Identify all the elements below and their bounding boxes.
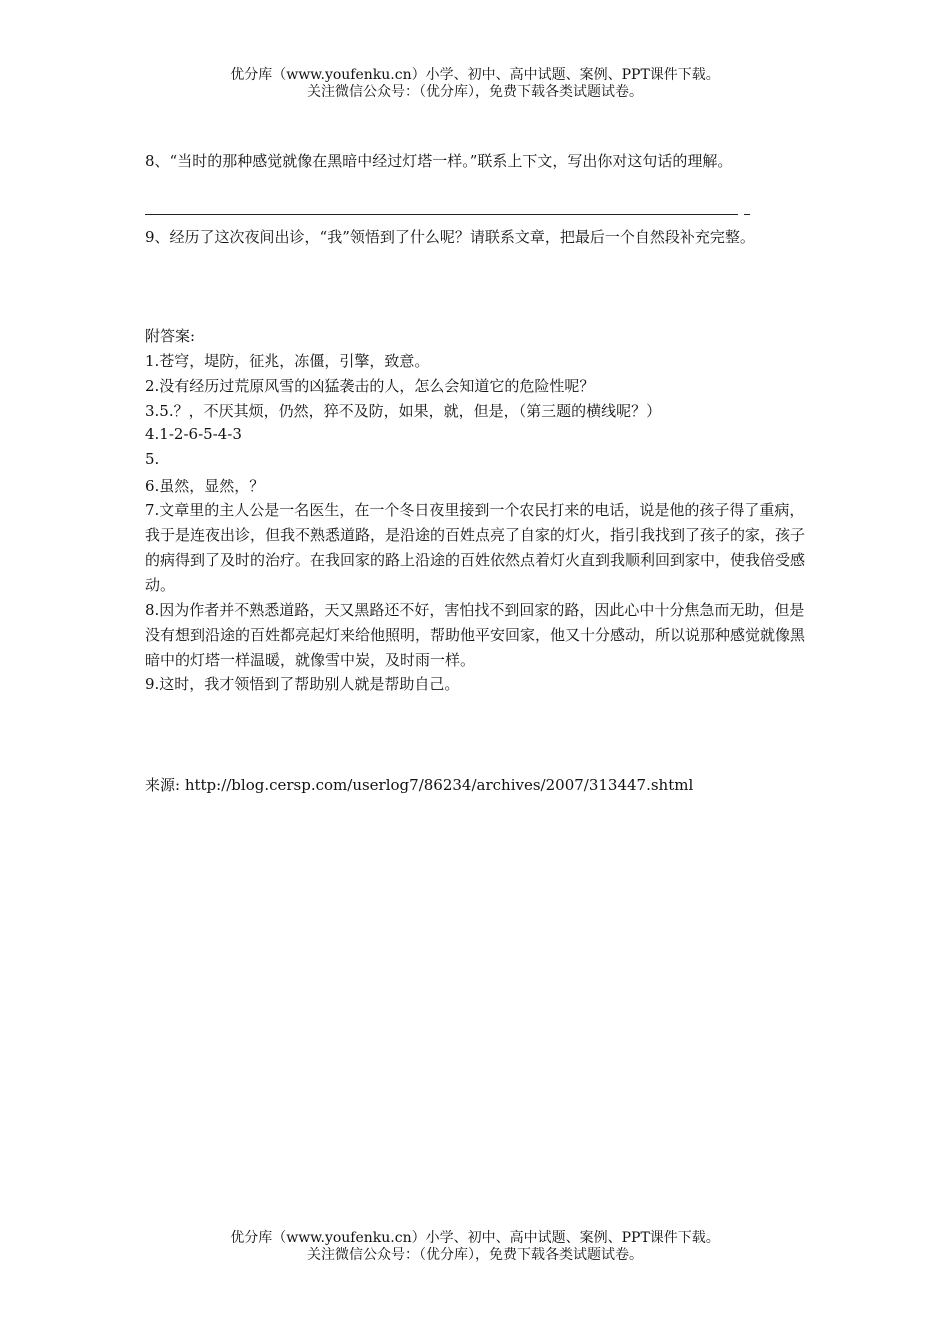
answer-blank-line-tick xyxy=(744,214,750,215)
source-line: 来源: http://blog.cersp.com/userlog7/86234/archives/2007/313447.shtml xyxy=(145,776,694,794)
footer-line-1: 优分库（www.youfenku.cn）小学、初中、高中试题、案例、PPT课件下载。 xyxy=(230,1230,720,1246)
answer-1: 1.苍穹，堤防，征兆，冻僵，引擎，致意。 xyxy=(145,352,430,370)
header-line-1: 优分库（www.youfenku.cn）小学、初中、高中试题、案例、PPT课件下载。 xyxy=(230,67,720,83)
answer-5: 5. xyxy=(145,450,160,468)
header-line-2: 关注微信公众号：（优分库），免费下载各类试题试卷。 xyxy=(307,84,643,100)
answer-7: 7.文章里的主人公是一名医生，在一个冬日夜里接到一个农民打来的电话，说是他的孩子得了重病，我于是连夜出诊，但我不熟悉道路，是沿途的百姓点亮了自家的灯火，指引我找到了孩子的家，孩子的病得到了及时的治疗。在我回家的路上沿途的百姓依然点着灯火直到我顺利回到家中，使我倍受感动。 xyxy=(145,501,806,594)
answer-8: 8.因为作者并不熟悉道路，天又黑路还不好，害怕找不到回家的路，因此心中十分焦急而无助，但是没有想到沿途的百姓都亮起灯来给他照明，帮助他平安回家，他又十分感动，所以说那种感觉就像黑暗中的灯塔一样温暖，就像雪中炭，及时雨一样。 xyxy=(145,601,806,669)
footer-line-2: 关注微信公众号：（优分库），免费下载各类试题试卷。 xyxy=(307,1247,643,1263)
answers-title: 附答案: xyxy=(145,327,196,345)
question-8: 8、“当时的那种感觉就像在黑暗中经过灯塔一样。”联系上下文，写出你对这句话的理解。 xyxy=(145,152,733,170)
page-footer xyxy=(0,1230,950,1264)
answer-9: 9.这时，我才领悟到了帮助别人就是帮助自己。 xyxy=(145,675,460,693)
page-header xyxy=(0,67,950,101)
answer-3: 3.5.？，不厌其烦，仍然，猝不及防，如果，就，但是，（第三题的横线呢？） xyxy=(145,402,662,420)
answer-2: 2.没有经历过荒原风雪的凶猛袭击的人，怎么会知道它的危险性呢？ xyxy=(145,377,595,395)
answer-4: 4.1-2-6-5-4-3 xyxy=(145,425,242,443)
question-9: 9、经历了这次夜间出诊，“我”领悟到了什么呢？请联系文章，把最后一个自然段补充完整。 xyxy=(145,228,755,246)
answer-6: 6.虽然，显然，？ xyxy=(145,477,265,495)
answer-blank-line xyxy=(145,214,738,215)
